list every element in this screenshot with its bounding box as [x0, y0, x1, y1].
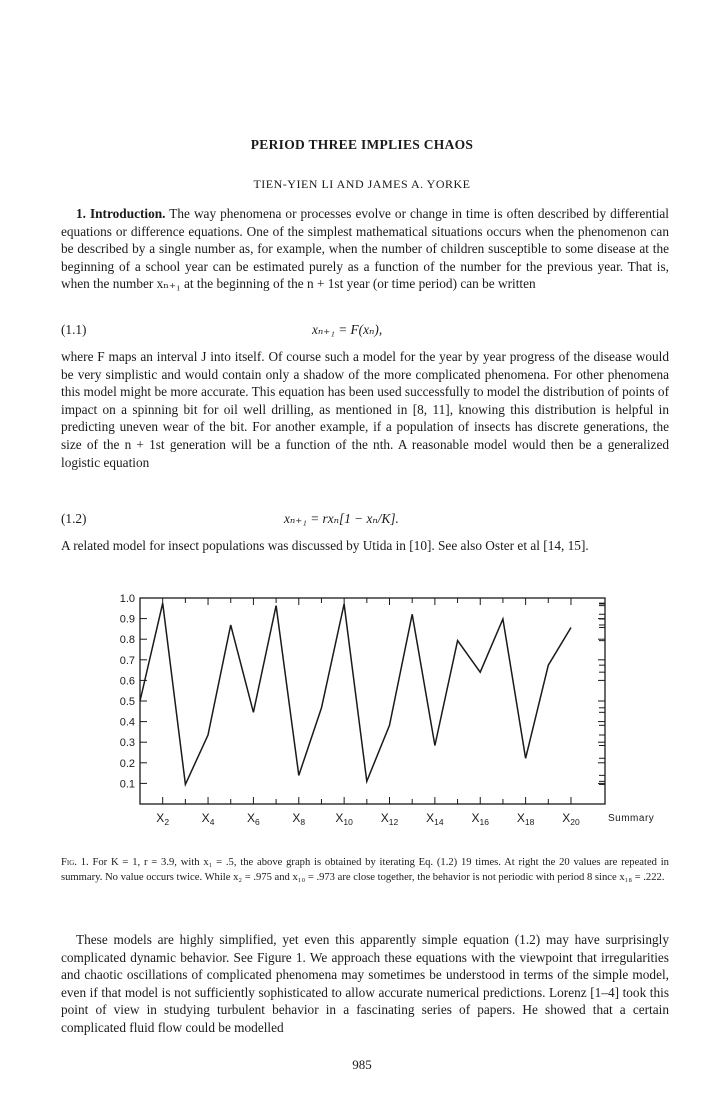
intro-paragraph	[61, 205, 669, 293]
y-tick-label: 0.3	[119, 737, 135, 750]
figure-1-chart	[100, 590, 660, 840]
x-tick-label: $X_{18}$	[516, 811, 535, 827]
plot-frame	[140, 598, 605, 804]
y-tick-label: 0.2	[119, 757, 135, 770]
equation-expression: xₙ₊₁ = F(xₙ),	[312, 322, 383, 337]
y-tick-label: 0.6	[119, 675, 135, 688]
x-tick-label: $X_{16}$	[471, 811, 489, 827]
equation-expression: xₙ₊₁ = rxₙ[1 − xₙ/K].	[284, 511, 399, 526]
x-axis-ticks	[140, 598, 654, 827]
x-tick-label: $X_{12}$	[380, 811, 399, 827]
page-number: 985	[352, 1057, 372, 1072]
chart-axes	[140, 598, 605, 804]
paper-authors: TIEN-YIEN LI AND JAMES A. YORKE	[253, 177, 471, 191]
figure-caption	[61, 855, 669, 885]
caption-label: Fig. 1.	[61, 857, 89, 868]
caption-text: For K = 1, r = 3.9, with x₁ = .5, the above graph is obtained by iterating Eq. (1.2) 19 times. At right the 20 values are repeated in summary. No value occurs twice. While x₂ = .975 and x₁₀ = .973 are close together, the behavior is not periodic with period 8 since x₁₈ = .222.	[61, 857, 669, 883]
body-paragraph-4: These models are highly simplified, yet even this apparently simple equation (1.2) may have surprisingly complicated dynamic behavior. See Figure 1. We approach these equations with the viewpoint that irregularities and chaotic oscillations of complicated phenomena may sometimes be understood in terms of the simple model, even if that model is not sufficiently sophisticated to allow accurate numerical predictions. Lorenz [1–4] took this point of view in studying turbulent behavior in a fascinating series of papers. He showed that a certain complicated fluid flow could be modelled	[61, 932, 669, 1035]
paper-title: PERIOD THREE IMPLIES CHAOS	[250, 137, 474, 152]
equation-number: (1.2)	[61, 511, 87, 526]
y-tick-label: 0.4	[119, 716, 135, 729]
iteration-line	[140, 603, 571, 784]
y-tick-label: 0.9	[119, 613, 135, 626]
x-tick-label: $X_{10}$	[335, 811, 353, 827]
x-tick-label: $X_4$	[201, 811, 215, 827]
y-tick-label: 0.7	[119, 654, 135, 667]
body-paragraph-3: A related model for insect populations was discussed by Utida in [10]. See also Oster et al [14, 15].	[61, 538, 589, 553]
x-tick-label: $X_{20}$	[562, 811, 580, 827]
summary-label: Summary	[608, 813, 655, 824]
body-paragraph-2: where F maps an interval J into itself. Of course such a model for the year by year progress of the disease would be very simplistic and would contain only a shadow of the more complicated phenomena. For other phenomena this model might be more accurate. This equation has been used successfully to model the distribution of points of impact on a spinning bit for oil well drilling, as mentioned in [8, 11], knowing this distribution is helpful in predicting uneven wear of the bit. For another example, if a population of insects has discrete generations, the size of the n + 1st generation will be a function of the nth. A reasonable model would then be a generalized logistic equation	[61, 349, 669, 470]
summary-column	[599, 603, 605, 784]
equation-number: (1.1)	[61, 322, 87, 337]
x-tick-label: $X_2$	[156, 811, 170, 827]
section-heading: 1. Introduction.	[76, 206, 166, 221]
x-tick-label: $X_{14}$	[426, 811, 444, 827]
y-tick-label: 0.1	[119, 778, 135, 791]
x-tick-label: $X_8$	[292, 811, 306, 827]
y-tick-label: 0.5	[119, 696, 135, 708]
x-tick-label: $X_6$	[247, 811, 260, 827]
equation-1-1	[61, 322, 669, 340]
equation-1-2	[61, 511, 669, 529]
y-tick-label: 1.0	[119, 593, 135, 605]
series-line	[140, 603, 571, 784]
y-tick-label: 0.8	[119, 634, 135, 647]
y-axis-ticks	[120, 593, 605, 790]
intro-text: The way phenomena or processes evolve or change in time is often described by differential equations or difference equations. One of the simplest mathematical situations occurs when the phenomenon can be described by a single number as, for example, when the number of children susceptible to some disease at the beginning of a school year can be estimated purely as a function of the number for the previous year. That is, when the number xₙ₊₁ at the beginning of the n + 1st year (or time period) can be written	[61, 206, 669, 292]
